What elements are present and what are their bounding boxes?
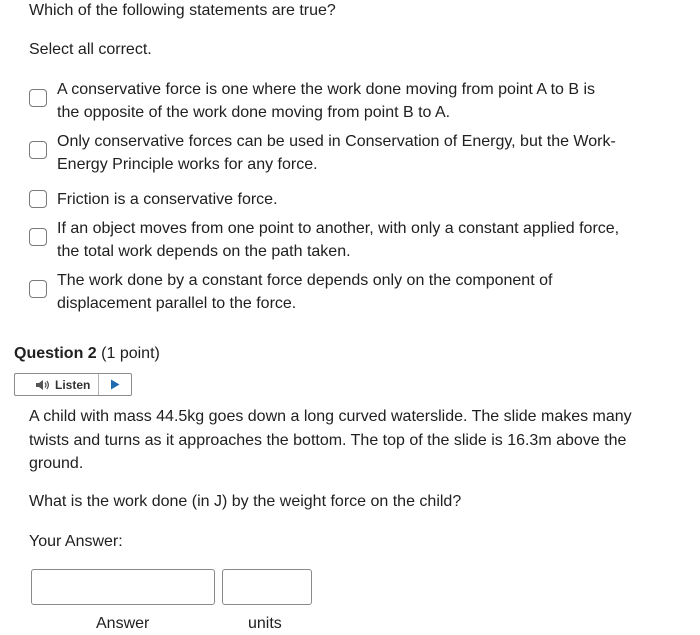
listen-label: Listen: [55, 377, 91, 392]
question-2-text: A child with mass 44.5kg goes down a long curved waterslide. The slide makes many: [29, 408, 632, 425]
option-4[interactable]: [29, 217, 669, 269]
option-text: the opposite of the work done moving from point B to A.: [57, 104, 451, 121]
checkbox[interactable]: [29, 141, 47, 159]
question-2-title: Question 2: [14, 345, 97, 362]
option-text: A conservative force is one where the work done moving from point A to B is: [57, 81, 596, 98]
question-2-ask: What is the work done (in J) by the weight force on the child?: [29, 493, 462, 510]
play-button[interactable]: [99, 374, 131, 395]
option-text: If an object moves from one point to another, with only a constant applied force,: [57, 220, 620, 237]
checkbox[interactable]: [29, 89, 47, 107]
answer-input[interactable]: [31, 569, 215, 605]
question-2-text: twists and turns as it approaches the bottom. The top of the slide is 16.3m above the: [29, 431, 627, 449]
option-text: the total work depends on the path taken.: [57, 243, 351, 260]
listen-main[interactable]: [15, 374, 99, 395]
speaker-icon: [35, 379, 51, 391]
your-answer-label: Your Answer:: [29, 533, 123, 550]
select-hint: Select all correct.: [29, 41, 152, 58]
units-input[interactable]: [222, 569, 312, 605]
answer-label: Answer: [96, 615, 150, 632]
question-2-text: ground.: [29, 455, 84, 472]
option-text: The work done by a constant force depends only on the component of: [57, 272, 553, 289]
option-text: Energy Principle works for any force.: [57, 156, 318, 173]
option-2[interactable]: [29, 130, 669, 188]
option-5[interactable]: [29, 269, 669, 321]
question-prompt: Which of the following statements are true?: [29, 2, 336, 19]
checkbox[interactable]: [29, 228, 47, 246]
option-text: Only conservative forces can be used in Conservation of Energy, but the Work-: [57, 133, 616, 150]
option-1[interactable]: [29, 78, 669, 130]
options-list: [29, 78, 669, 321]
play-icon: [110, 379, 120, 390]
question-2-body: [29, 405, 669, 476]
question-2-points: (1 point): [101, 345, 160, 362]
option-3[interactable]: [29, 188, 669, 217]
listen-button[interactable]: [14, 373, 132, 396]
option-text: Friction is a conservative force.: [57, 191, 278, 208]
question-2-header: [14, 345, 160, 363]
checkbox[interactable]: [29, 280, 47, 298]
units-label: units: [248, 615, 282, 632]
checkbox[interactable]: [29, 190, 47, 208]
option-text: displacement parallel to the force.: [57, 295, 297, 312]
